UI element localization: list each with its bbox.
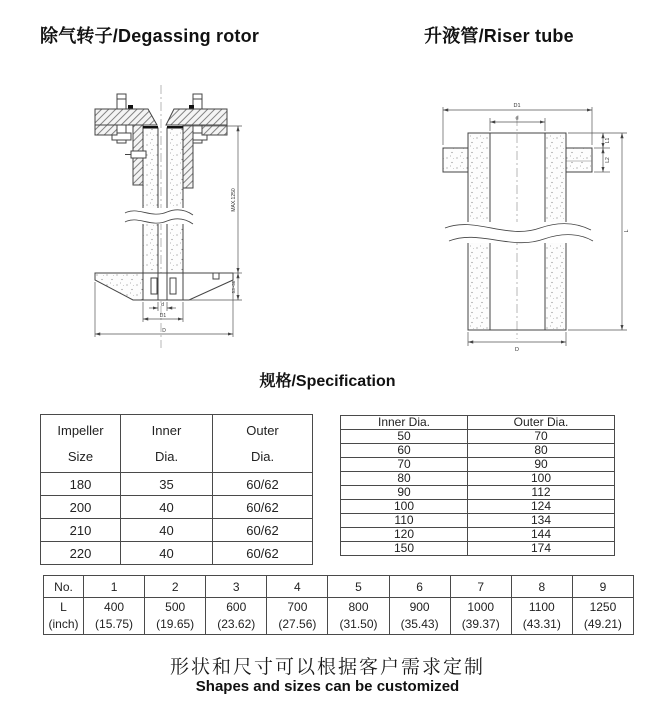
- length-value-cell-line: 1250: [589, 600, 617, 614]
- impeller-header-cell-line: Impeller: [57, 422, 104, 438]
- riser-header-cell: Outer Dia.: [468, 416, 615, 430]
- length-l-label-cell: [44, 598, 84, 635]
- impeller-cell: 40: [121, 496, 213, 519]
- riser-cell: 150: [341, 542, 468, 556]
- footer-note-en: Shapes and sizes can be customized: [195, 678, 460, 695]
- rotor-impeller-left: [95, 273, 143, 300]
- degassing-rotor-title: 除气转子/Degassing rotor: [40, 26, 260, 46]
- length-no-cell: 5: [328, 576, 389, 598]
- length-no-cell: 7: [450, 576, 511, 598]
- riser-cell: 90: [468, 458, 615, 472]
- impeller-spec-table: [40, 414, 313, 565]
- length-table-l-row: [44, 598, 634, 635]
- rotor-tube-right: [167, 128, 183, 273]
- impeller-header-cell-line: Size: [67, 448, 94, 464]
- rotor-dim-height-label: 53~58: [231, 280, 236, 294]
- impeller-cell: 40: [121, 542, 213, 565]
- length-value-cell-line: (35.43): [400, 617, 439, 631]
- impeller-header-cell-line: Dia.: [154, 448, 179, 464]
- rotor-dim-d-label: d: [161, 302, 164, 308]
- length-value-cell-line: (49.21): [583, 617, 622, 631]
- riser-table-row: [341, 500, 615, 514]
- rotor-impeller-hub: [143, 273, 183, 300]
- rotor-dim-d1-label: D1: [159, 313, 167, 319]
- riser-tube-drawing: [435, 95, 640, 360]
- riser-tube-title: 升液管/Riser tube: [424, 26, 574, 46]
- impeller-cell: 210: [41, 519, 121, 542]
- impeller-cell: 60/62: [213, 473, 313, 496]
- impeller-cell: 200: [41, 496, 121, 519]
- length-table-no-row: [44, 576, 634, 598]
- rotor-flange-right: [166, 109, 227, 125]
- riser-cell: 100: [341, 500, 468, 514]
- riser-flange-left: [443, 148, 468, 172]
- riser-dim-D-label: D: [515, 347, 519, 353]
- riser-cell: 174: [468, 542, 615, 556]
- riser-table-row: [341, 528, 615, 542]
- length-l-label-cell-line: (inch): [48, 617, 79, 631]
- riser-dim-d-label: d: [515, 115, 519, 122]
- length-l-label-cell-line: L: [60, 600, 67, 614]
- footer-note-cn: 形状和尺寸可以根据客户需求定制: [169, 657, 485, 678]
- riser-cell: 50: [341, 430, 468, 444]
- length-value-cell-line: (19.65): [156, 617, 195, 631]
- length-value-cell-line: 800: [348, 600, 369, 614]
- riser-cell: 90: [341, 486, 468, 500]
- riser-cell: 100: [468, 472, 615, 486]
- length-no-cell: 9: [572, 576, 633, 598]
- rotor-body: [95, 85, 233, 348]
- length-value-cell-line: (15.75): [95, 617, 134, 631]
- degassing-rotor-drawing: [85, 82, 270, 355]
- riser-dim-L1-label: L1: [605, 137, 611, 144]
- riser-dim-D1-label: D1: [513, 103, 521, 109]
- rotor-dim-D-label: D: [162, 328, 166, 334]
- length-spec-table: [43, 575, 634, 635]
- length-value-cell: [450, 598, 511, 635]
- impeller-header-cell: [121, 415, 213, 473]
- impeller-table-row: [41, 542, 313, 565]
- impeller-table-row: [41, 519, 313, 542]
- length-value-cell-line: (43.31): [522, 617, 561, 631]
- length-value-cell: [511, 598, 572, 635]
- riser-cell: 60: [341, 444, 468, 458]
- riser-header-cell: Inner Dia.: [341, 416, 468, 430]
- riser-table-row: [341, 458, 615, 472]
- riser-table-row: [341, 430, 615, 444]
- riser-table-row: [341, 542, 615, 556]
- impeller-table-row: [41, 473, 313, 496]
- length-no-cell: 2: [145, 576, 206, 598]
- impeller-cell: 180: [41, 473, 121, 496]
- rotor-seal-left: [143, 126, 158, 129]
- riser-cell: 110: [341, 514, 468, 528]
- impeller-cell: 60/62: [213, 519, 313, 542]
- impeller-cell: 40: [121, 519, 213, 542]
- specification-heading: 规格/Specification: [259, 373, 396, 390]
- riser-cell: 124: [468, 500, 615, 514]
- riser-flange-right: [566, 148, 592, 172]
- impeller-header-cell-line: Inner: [151, 422, 182, 438]
- rotor-impeller-right: [183, 273, 233, 300]
- length-value-cell-line: 400: [104, 600, 125, 614]
- riser-cell: 134: [468, 514, 615, 528]
- length-value-cell: [572, 598, 633, 635]
- impeller-cell: 60/62: [213, 496, 313, 519]
- rotor-side-pin: [125, 151, 146, 158]
- length-value-cell-line: 900: [409, 600, 430, 614]
- rotor-sideplate-right: [202, 125, 227, 135]
- riser-dim-L-label: L: [624, 229, 630, 233]
- rotor-flange-left: [95, 109, 157, 125]
- length-no-cell: 6: [389, 576, 450, 598]
- impeller-header-cell: [213, 415, 313, 473]
- length-value-cell-line: 1000: [467, 600, 495, 614]
- impeller-header-cell-line: Outer: [246, 422, 279, 438]
- riser-body: [443, 117, 593, 339]
- impeller-table-header-row: [41, 415, 313, 473]
- rotor-tube-left: [143, 128, 158, 273]
- rotor-sideplate-left: [95, 125, 117, 135]
- length-value-cell-line: 1100: [528, 600, 555, 614]
- riser-table-header-row: [341, 416, 615, 430]
- riser-table-row: [341, 472, 615, 486]
- length-value-cell: [84, 598, 145, 635]
- riser-cell: 80: [468, 444, 615, 458]
- riser-cell: 144: [468, 528, 615, 542]
- length-value-cell: [328, 598, 389, 635]
- length-value-cell-line: (31.50): [339, 617, 378, 631]
- impeller-header-cell-line: Dia.: [250, 448, 275, 464]
- riser-dim-L2-label: L2: [605, 157, 611, 163]
- impeller-table-row: [41, 496, 313, 519]
- riser-cell: 80: [341, 472, 468, 486]
- impeller-cell: 35: [121, 473, 213, 496]
- length-value-cell: [389, 598, 450, 635]
- riser-table-row: [341, 486, 615, 500]
- length-value-cell-line: 500: [165, 600, 186, 614]
- riser-table-row: [341, 514, 615, 528]
- riser-cell: 112: [468, 486, 615, 500]
- impeller-cell: 60/62: [213, 542, 313, 565]
- length-value-cell: [206, 598, 267, 635]
- riser-table-row: [341, 444, 615, 458]
- length-value-cell-line: (39.37): [461, 617, 500, 631]
- length-value-cell-line: 700: [287, 600, 308, 614]
- rotor-dim-total-label: MAX.1250: [231, 188, 237, 212]
- length-value-cell: [145, 598, 206, 635]
- length-label-cell: No.: [44, 576, 84, 598]
- length-value-cell: [267, 598, 328, 635]
- length-no-cell: 8: [511, 576, 572, 598]
- length-no-cell: 1: [84, 576, 145, 598]
- length-value-cell-line: (23.62): [217, 617, 256, 631]
- length-no-cell: 3: [206, 576, 267, 598]
- length-value-cell-line: 600: [226, 600, 247, 614]
- rotor-sleeve-right: [183, 125, 193, 188]
- impeller-cell: 220: [41, 542, 121, 565]
- riser-cell: 120: [341, 528, 468, 542]
- length-value-cell-line: (27.56): [278, 617, 317, 631]
- riser-cell: 70: [468, 430, 615, 444]
- impeller-header-cell: [41, 415, 121, 473]
- riser-spec-table: [340, 415, 615, 556]
- rotor-seal-right: [167, 126, 183, 129]
- length-no-cell: 4: [267, 576, 328, 598]
- riser-cell: 70: [341, 458, 468, 472]
